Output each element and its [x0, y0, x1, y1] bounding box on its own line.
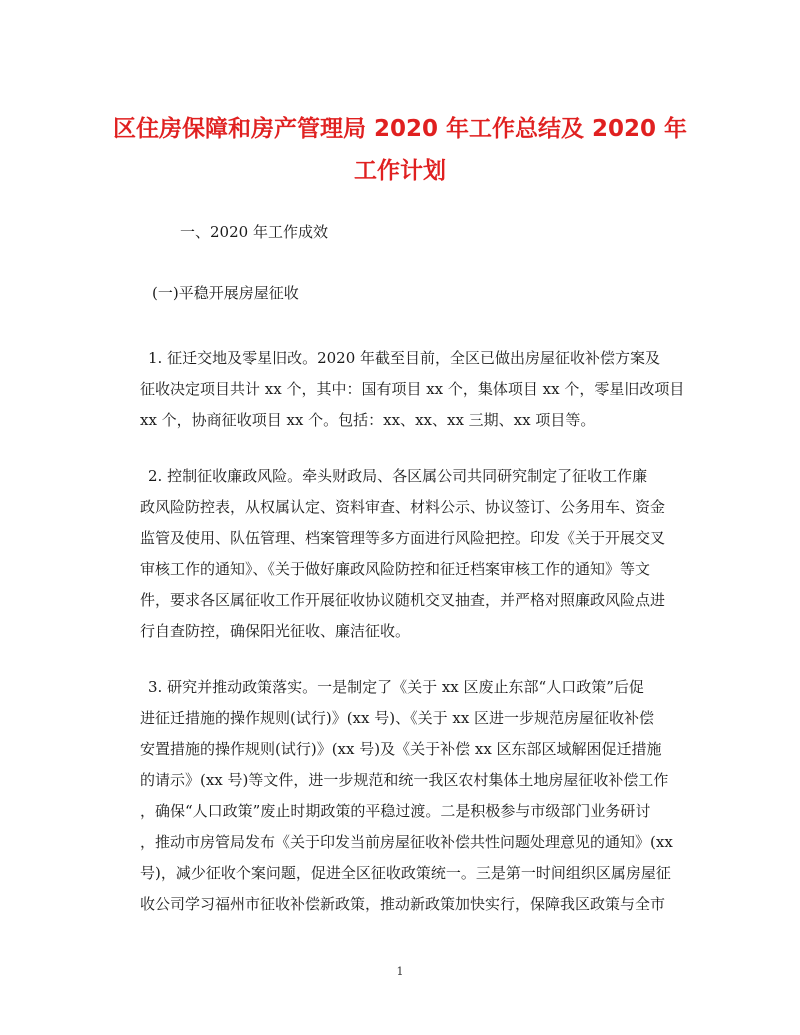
paragraph-line: 件，要求各区属征收工作开展征收协议随机交叉抽查，并严格对照廉政风险点进 — [140, 591, 666, 609]
paragraph-line: 审核工作的通知》、《关于做好廉政风险防控和征迁档案审核工作的通知》等文 — [140, 560, 651, 578]
paragraph-line: 收公司学习福州市征收补偿新政策，推动新政策加快实行，保障我区政策与全市 — [140, 895, 666, 913]
paragraph-line: ，推动市房管局发布《关于印发当前房屋征收补偿共性问题处理意见的通知》(xx — [140, 833, 673, 851]
document-title — [100, 108, 700, 192]
paragraph-line: 号)，减少征收个案问题，促进全区征收政策统一。三是第一时间组织区属房屋征 — [140, 864, 671, 882]
paragraph-line: ，确保“人口政策”废止时期政策的平稳过渡。二是积极参与市级部门业务研讨 — [140, 802, 651, 820]
paragraph-line: 的请示》(xx 号)等文件，进一步规范和统一我区农村集体土地房屋征收补偿工作 — [140, 771, 669, 789]
paragraph-2 — [140, 461, 680, 647]
paragraph-1 — [140, 343, 685, 436]
paragraph-line: 监管及使用、队伍管理、档案管理等多方面进行风险把控。印发《关于开展交叉 — [140, 529, 666, 547]
paragraph-line: 征收决定项目共计 xx 个，其中：国有项目 xx 个，集体项目 xx 个，零星旧改项目 — [140, 380, 685, 398]
paragraph-line: 安置措施的操作规则(试行)》(xx 号)及《关于补偿 xx 区东部区域解困促迁措施 — [140, 740, 662, 758]
paragraph-line: 进征迁措施的操作规则(试行)》(xx 号)、《关于 xx 区进一步规范房屋征收补偿 — [140, 709, 655, 727]
paragraph-line: xx 个，协商征收项目 xx 个。包括：xx、xx、xx 三期、xx 项目等。 — [140, 411, 596, 429]
page-number: 1 — [396, 965, 404, 978]
paragraph-3 — [140, 672, 680, 920]
subsection-heading: (一)平稳开展房屋征收 — [152, 284, 299, 302]
paragraph-line: 政风险防控表，从权属认定、资料审查、材料公示、协议签订、公务用车、资金 — [140, 498, 666, 516]
title-line-1: 区住房保障和房产管理局 2020 年工作总结及 2020 年 — [112, 116, 688, 142]
paragraph-line: 1. 征迁交地及零星旧改。2020 年截至目前，全区已做出房屋征收补偿方案及 — [148, 349, 661, 367]
section-heading: 一、2020 年工作成效 — [180, 223, 328, 241]
title-line-2: 工作计划 — [354, 158, 446, 184]
paragraph-line: 3. 研究并推动政策落实。一是制定了《关于 xx 区废止东部“人口政策”后促 — [148, 678, 644, 696]
paragraph-line: 行自查防控，确保阳光征收、廉洁征收。 — [140, 622, 411, 640]
paragraph-line: 2. 控制征收廉政风险。牵头财政局、各区属公司共同研究制定了征收工作廉 — [148, 467, 648, 485]
